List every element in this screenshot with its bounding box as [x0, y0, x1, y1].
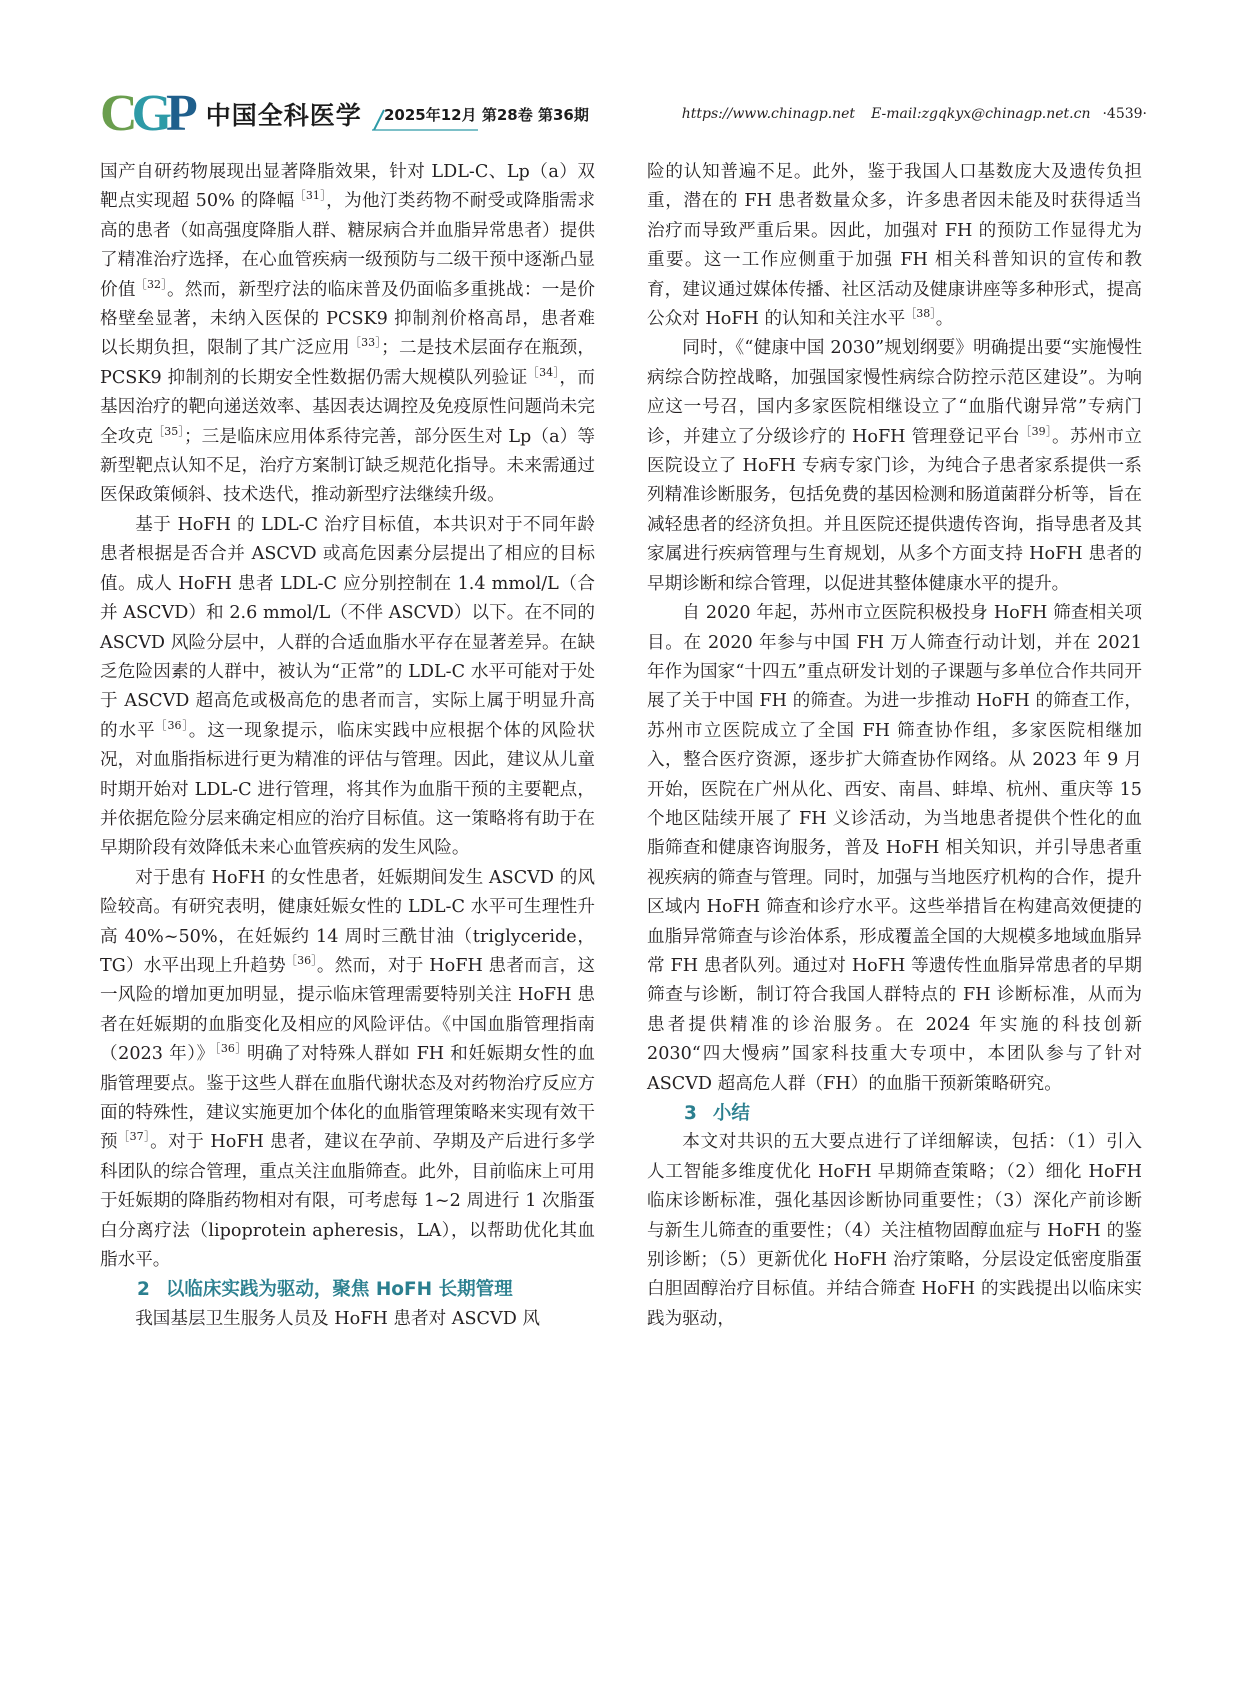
journal-logo — [100, 85, 362, 142]
paragraph: 我国基层卫生服务人员及 HoFH 患者对 ASCVD 风 — [135, 1308, 540, 1329]
citation[interactable]: ［36］ — [285, 953, 317, 967]
page-number: ·4539· — [1102, 106, 1147, 122]
website-link[interactable]: https://www.chinagp.net — [681, 106, 856, 122]
issue-info: 2025年12月 第28卷 第36期 — [384, 106, 589, 124]
paragraph: 险的认知普遍不足。此外，鉴于我国人口基数庞大及遗传负担重，潜在的 FH 患者数量众多，许多患者因未能及时获得适当治疗而导致严重后果。因此，加强对 FH 的预防工作显得尤为重要。这一工作应侧重于加强 FH 相关科普知识的宣传和教育，建议通过媒体传播、社区活动及健康讲座等多种形式，提高公众对 HoFH 的认知和关注水平$^{[38]}$。 — [647, 162, 1142, 330]
citation[interactable]: ［31］ — [294, 189, 327, 203]
section-heading: 3 小结 — [684, 1103, 750, 1124]
citation[interactable]: ［38］ — [905, 307, 936, 321]
citation[interactable]: ［36］ — [214, 1042, 247, 1056]
section-heading: 2 以临床实践为驱动，聚焦 HoFH 长期管理 — [137, 1279, 513, 1301]
citation[interactable]: ［37］ — [118, 1130, 151, 1144]
paragraph: 基于 HoFH 的 LDL-C 治疗目标值，本共识对于不同年龄患者根据是否合并 ASCVD 或高危因素分层提出了相应的目标值。成人 HoFH 患者 LDL-C 应分别控制在 1.4 mmol/L（合并 ASCVD）和 2.6 mmol/L（不伴 ASCVD）以下。在不同的 ASCVD 风险分层中，人群的合适血脂水平存在显著差异。在缺乏危险因素的人群中，被认为“正常”的 LDL-C 水平可能对于处于 ASCVD 超高危或极高危的患者而言，实际上属于明显升高的水平$^{[36]}$。这一现象提示，临床实践中应根据个体的风险状况，对血脂指标进行更为精准的评估与管理。因此，建议从儿童时期开始对 LDL-C 进行管理，将其作为血脂干预的主要靶点，并依据危险分层来确定相应的治疗目标值。这一策略将有助于在早期阶段有效降低未来心血管疾病的发生风险。 — [100, 514, 595, 859]
citation[interactable]: ［33］ — [349, 336, 382, 350]
right-column — [647, 158, 1142, 1334]
citation[interactable]: ［32］ — [135, 277, 167, 291]
citation[interactable]: ［36］ — [155, 718, 189, 732]
left-column — [100, 158, 595, 1334]
paragraph: 对于患有 HoFH 的女性患者，妊娠期间发生 ASCVD 的风险较高。有研究表明，健康妊娠女性的 LDL-C 水平可生理性升高 40%~50%，在妊娠约 14 周时三酰甘油（triglyceride，TG）水平出现上升趋势$^{[36]}$。然而，对于 HoFH 患者而言，这一风险的增加更加明显，提示临床管理需要特别关注 HoFH 患者在妊娠期的血脂变化及相应的风险评估。《中国血脂管理指南（2023 年）》$^{[36]}$明确了对特殊人群如 FH 和妊娠期女性的血脂管理要点。鉴于这些人群在血脂代谢状态及对药物治疗反应方面的特殊性，建议实施更加个体化的血脂管理策略来实现有效干预$^{[37]}$。对于 HoFH 患者，建议在孕前、孕期及产后进行多学科团队的综合管理，重点关注血脂筛查。此外，目前临床上可用于妊娠期的降脂药物相对有限，可考虑每 1~2 周进行 1 次脂蛋白分离疗法（lipoprotein apheresis，LA），以帮助优化其血脂水平。 — [100, 867, 595, 1271]
paragraph: 同时，《“健康中国 2030”规划纲要》明确提出要“实施慢性病综合防控战略，加强国家慢性病综合防控示范区建设”。为响应这一号召，国内多家医院相继设立了“血脂代谢异常”专病门诊，并建立了分级诊疗的 HoFH 管理登记平台$^{[39]}$。苏州市立医院设立了 HoFH 专病专家门诊，为纯合子患者家系提供一系列精准诊断服务，包括免费的基因检测和肠道菌群分析等，旨在减轻患者的经济负担。并且医院还提供遗传咨询，指导患者及其家属进行疾病管理与生育规划，从多个方面支持 HoFH 患者的早期诊断和综合管理，以促进其整体健康水平的提升。 — [647, 338, 1142, 594]
logo-mark: CGP — [100, 85, 192, 142]
email-link[interactable]: E-mail:zgqkyx@chinagp.net.cn — [871, 106, 1091, 122]
citation[interactable]: ［34］ — [527, 365, 560, 379]
page-header — [100, 85, 1147, 142]
journal-name: 中国全科医学 — [205, 101, 362, 130]
paragraph: 国产自研药物展现出显著降脂效果，针对 LDL-C、Lp（a）双靶点实现超 50% 的降幅$^{[31]}$，为他汀类药物不耐受或降脂需求高的患者（如高强度降脂人群、糖尿病合并血脂异常患者）提供了精准治疗选择，在心血管疾病一级预防与二级干预中逐渐凸显价值$^{[32]}$。然而，新型疗法的临床普及仍面临多重挑战：一是价格壁垒显著，未纳入医保的 PCSK9 抑制剂价格高昂，患者难以长期负担，限制了其广泛应用$^{[33]}$；二是技术层面存在瓶颈，PCSK9 抑制剂的长期安全性数据仍需大规模队列验证$^{[34]}$，而基因治疗的靶向递送效率、基因表达调控及免疫原性问题尚未完全攻克$^{[35]}$；三是临床应用体系待完善，部分医生对 Lp（a）等新型靶点认知不足，治疗方案制订缺乏规范化指导。未来需通过医保政策倾斜、技术迭代，推动新型疗法继续升级。 — [100, 162, 596, 506]
header-contact — [682, 106, 1147, 122]
citation[interactable]: ［35］ — [153, 424, 184, 438]
paragraph: 本文对共识的五大要点进行了详细解读，包括：（1）引入人工智能多维度优化 HoFH 早期筛查策略；（2）细化 HoFH 临床诊断标准，强化基因诊断协同重要性；（3）深化产前诊断与新生儿筛查的重要性；（4）关注植物固醇血症与 HoFH 的鉴别诊断；（5）更新优化 HoFH 治疗策略，分层设定低密度脂蛋白胆固醇治疗目标值。并结合筛查 HoFH 的实践提出以临床实践为驱动， — [647, 1132, 1142, 1329]
paragraph: 自 2020 年起，苏州市立医院积极投身 HoFH 筛查相关项目。在 2020 年参与中国 FH 万人筛查行动计划，并在 2021 年作为国家“十四五”重点研发计划的子课题与多单位合作共同开展了关于中国 FH 的筛查。为进一步推动 HoFH 的筛查工作，苏州市立医院成立了全国 FH 筛查协作组，多家医院相继加入，整合医疗资源，逐步扩大筛查协作网络。从 2023 年 9 月开始，医院在广州从化、西安、南昌、蚌埠、杭州、重庆等 15 个地区陆续开展了 FH 义诊活动，为当地患者提供个性化的血脂筛查和健康咨询服务，普及 HoFH 相关知识，并引导患者重视疾病的筛查与管理。同时，加强与当地医疗机构的合作，提升区域内 HoFH 筛查和诊疗水平。这些举措旨在构建高效便捷的血脂异常筛查与诊治体系，形成覆盖全国的大规模多地域血脂异常 FH 患者队列。通过对 HoFH 等遗传性血脂异常患者的早期筛查与诊断，制订符合我国人群特点的 FH 诊断标准，从而为患者提供精准的诊治服务。在 2024 年实施的科技创新 2030“四大慢病”国家科技重大专项中，本团队参与了针对 ASCVD 超高危人群（FH）的血脂干预新策略研究。 — [647, 603, 1142, 1094]
citation[interactable]: ［39］ — [1020, 424, 1053, 438]
